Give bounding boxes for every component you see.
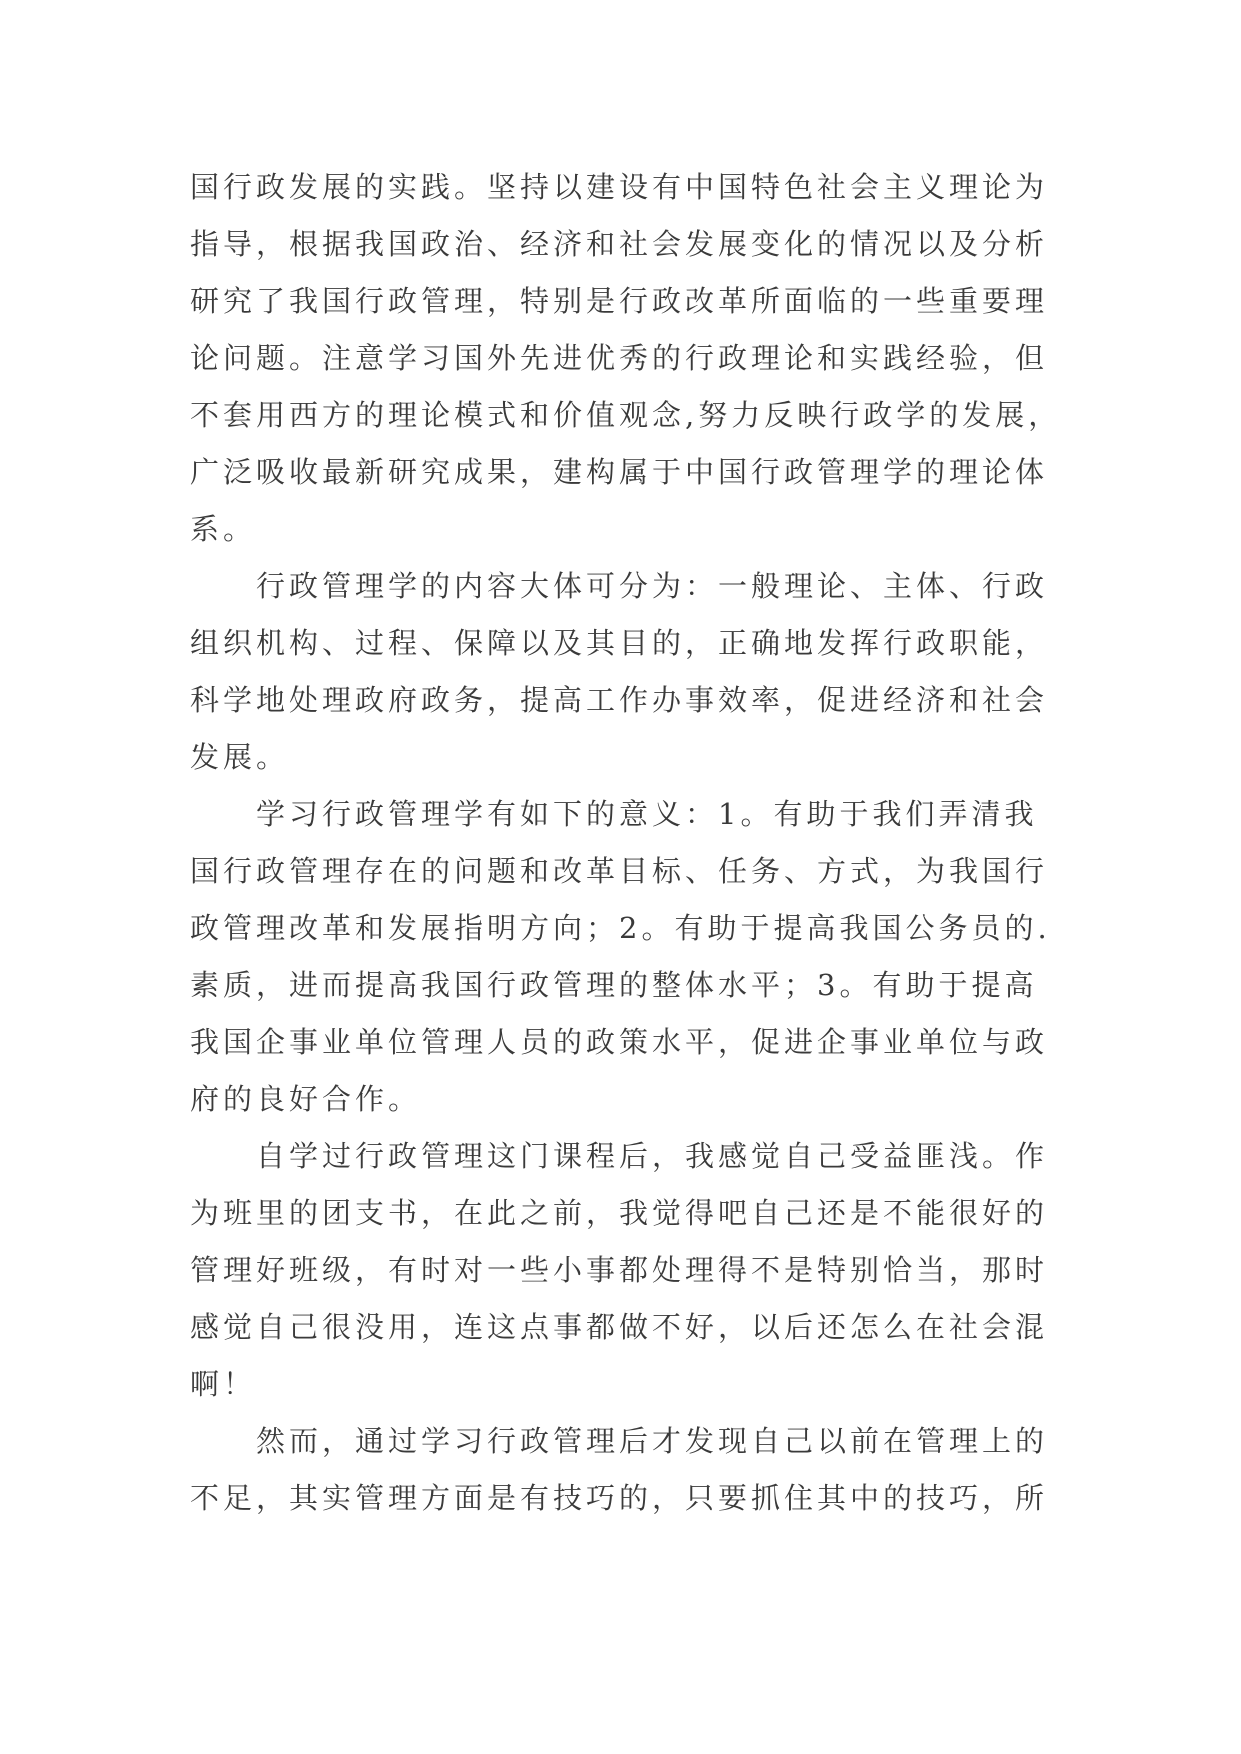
text-line: 学习行政管理学有如下的意义：1。有助于我们弄清我 [256, 797, 1038, 831]
text-line: 国行政发展的实践。坚持以建设有中国特色社会主义理论为 [190, 170, 1049, 204]
text-line: 不套用西方的理论模式和价值观念,努力反映行政学的发展， [190, 398, 1062, 432]
text-line: 我国企事业单位管理人员的政策水平，促进企事业单位与政 [190, 1025, 1049, 1059]
text-line: 广泛吸收最新研究成果，建构属于中国行政管理学的理论体 [190, 455, 1049, 489]
text-line: 指导，根据我国政治、经济和社会发展变化的情况以及分析 [190, 227, 1049, 261]
text-line: 啊！ [190, 1367, 257, 1401]
paragraph [190, 558, 1060, 786]
text-line: 政管理改革和发展指明方向；2。有助于提高我国公务员的. [190, 911, 1051, 945]
text-line: 组织机构、过程、保障以及其目的，正确地发挥行政职能， [190, 626, 1049, 660]
paragraph [190, 159, 1060, 558]
text-line: 管理好班级，有时对一些小事都处理得不是特别恰当，那时 [190, 1253, 1049, 1287]
text-line: 素质，进而提高我国行政管理的整体水平；3。有助于提高 [190, 968, 1038, 1002]
text-line: 系。 [190, 512, 257, 546]
text-line: 感觉自己很没用，连这点事都做不好，以后还怎么在社会混 [190, 1310, 1049, 1344]
text-line: 研究了我国行政管理，特别是行政改革所面临的一些重要理 [190, 284, 1049, 318]
text-line: 自学过行政管理这门课程后，我感觉自己受益匪浅。作 [256, 1139, 1049, 1173]
text-line: 不足，其实管理方面是有技巧的，只要抓住其中的技巧，所 [190, 1481, 1049, 1515]
text-line: 府的良好合作。 [190, 1082, 422, 1116]
paragraph [190, 786, 1060, 1128]
text-line: 行政管理学的内容大体可分为：一般理论、主体、行政 [256, 569, 1049, 603]
text-line: 科学地处理政府政务，提高工作办事效率，促进经济和社会 [190, 683, 1049, 717]
paragraph [190, 1128, 1060, 1413]
text-line: 为班里的团支书，在此之前，我觉得吧自己还是不能很好的 [190, 1196, 1049, 1230]
text-line: 论问题。注意学习国外先进优秀的行政理论和实践经验，但 [190, 341, 1049, 375]
document-body [190, 159, 1060, 1527]
text-line: 然而，通过学习行政管理后才发现自己以前在管理上的 [256, 1424, 1049, 1458]
paragraph [190, 1413, 1060, 1527]
text-line: 发展。 [190, 740, 290, 774]
text-line: 国行政管理存在的问题和改革目标、任务、方式，为我国行 [190, 854, 1049, 888]
